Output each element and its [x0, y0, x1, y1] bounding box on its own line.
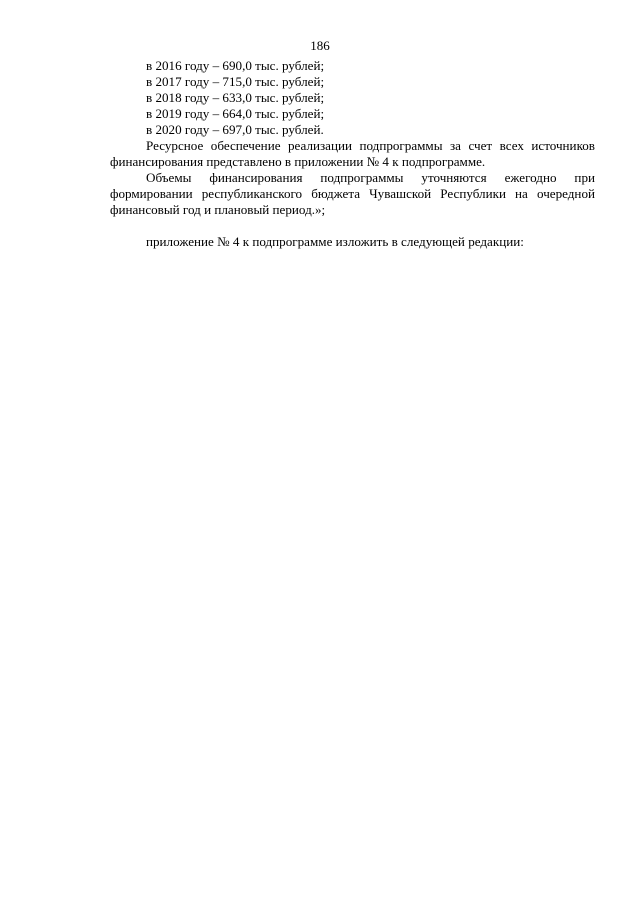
funding-line-2020: в 2020 году – 697,0 тыс. рублей. [146, 122, 324, 137]
resource-support-paragraph: Ресурсное обеспечение реализации подпрограммы за счет всех источников финансирования представлено в приложении № 4 к подпрограмме. [110, 138, 595, 169]
paragraph-spacer [110, 218, 595, 234]
funding-line-2016: в 2016 году – 690,0 тыс. рублей; [146, 58, 325, 73]
funding-line-2019: в 2019 году – 664,0 тыс. рублей; [146, 106, 325, 121]
document-body [110, 58, 595, 250]
appendix-instruction-paragraph: приложение № 4 к подпрограмме изложить в следующей редакции: [146, 234, 524, 249]
funding-line-2017: в 2017 году – 715,0 тыс. рублей; [146, 74, 325, 89]
funding-line-2018: в 2018 году – 633,0 тыс. рублей; [146, 90, 325, 105]
page-number: 186 [310, 38, 330, 53]
annual-clarification-paragraph: Объемы финансирования подпрограммы уточняются ежегодно при формировании республиканского бюджета Чувашской Республики на очередной финансовый год и плановый период.»; [110, 170, 595, 217]
